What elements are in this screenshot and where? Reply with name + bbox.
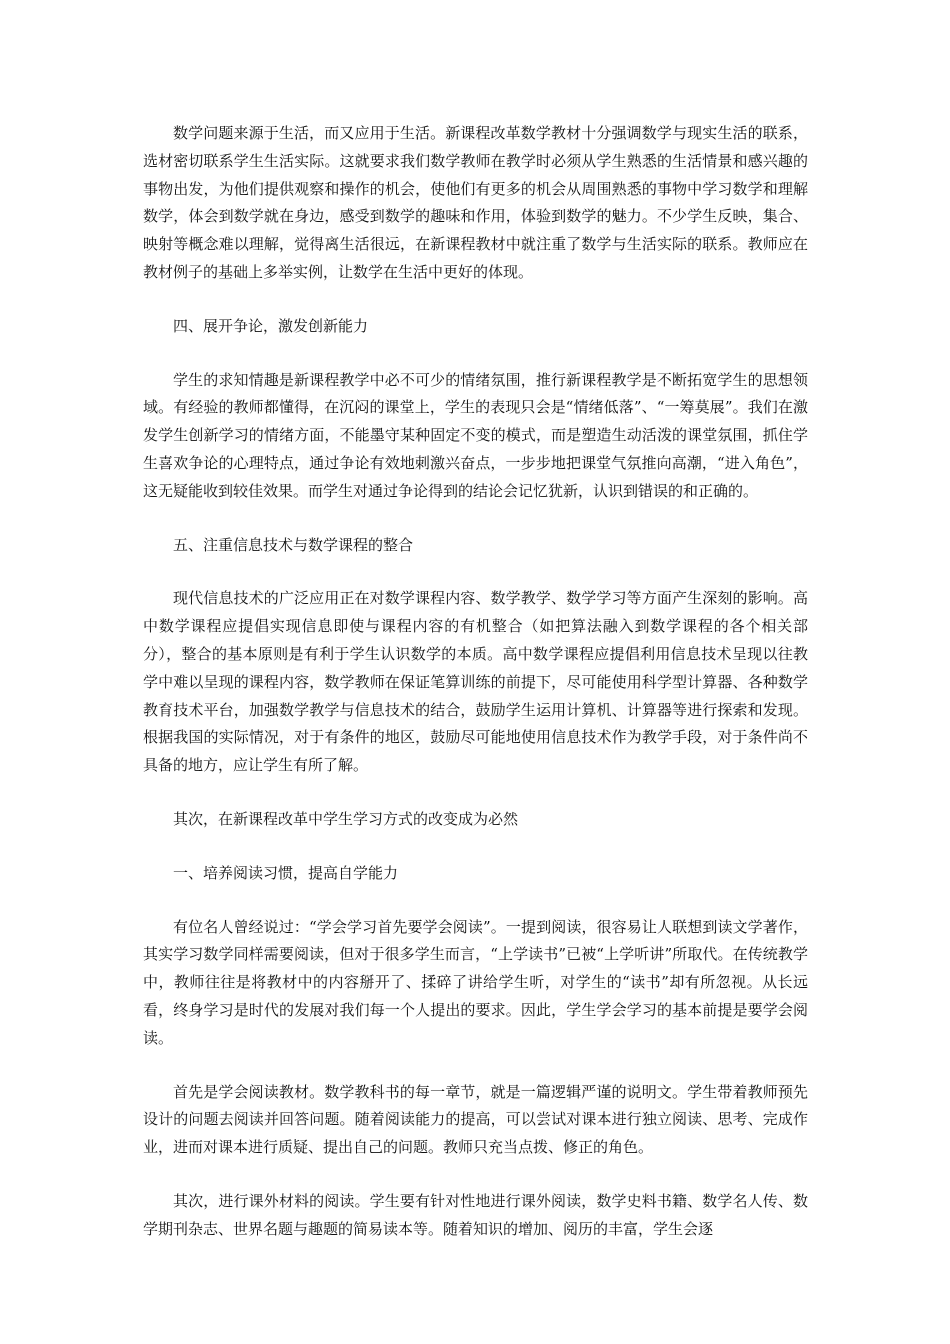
paragraph-extracurricular: 其次，进行课外材料的阅读。学生要有针对性地进行课外阅读，数学史料书籍、数学名人传、数学期刊杂志、世界名题与趣题的简易读本等。随着知识的增加、阅历的丰富，学生会逐 (143, 1191, 808, 1238)
heading-learning-change: 其次，在新课程改革中学生学习方式的改变成为必然 (173, 809, 519, 828)
paragraph-read-textbook: 首先是学会阅读教材。数学教科书的每一章节，就是一篇逻辑严谨的说明文。学生带着教师预先设计的问题去阅读并回答问题。随着阅读能力的提高，可以尝试对课本进行独立阅读、思考、完成作业，进而对课本进行质疑、提出自己的问题。教师只充当点拨、修正的角色。 (143, 1082, 808, 1157)
document-page (143, 120, 808, 1244)
paragraph-gap (143, 506, 808, 532)
paragraph-gap (143, 780, 808, 806)
heading-debate: 四、展开争论，激发创新能力 (173, 316, 369, 335)
paragraph-it-integration: 现代信息技术的广泛应用正在对数学课程内容、数学教学、数学学习等方面产生深刻的影响。高中数学课程应提倡实现信息即使与课程内容的有机整合（如把算法融入到数学课程的各个相关部分），整合的基本原则是有利于学生认识数学的本质。高中数学课程应提倡利用信息技术呈现以往教学中难以呈现的课程内容，数学教师在保证笔算训练的前提下，尽可能使用科学型计算器、各种数学教育技术平台，加强数学教学与信息技术的结合，鼓励学生运用计算机、计算器等进行探索和发现。根据我国的实际情况，对于有条件的地区，鼓励尽可能地使用信息技术作为教学手段，对于条件尚不具备的地方，应让学生有所了解。 (143, 589, 808, 775)
paragraph-gap (143, 559, 808, 585)
paragraph-reading: 有位名人曾经说过：“学会学习首先要学会阅读”。一提到阅读，很容易让人联想到读文学著作，其实学习数学同样需要阅读，但对于很多学生而言，“上学读书”已被“上学听讲”所取代。在传统教学中，教师往往是将教材中的内容掰开了、揉碎了讲给学生听，对学生的“读书”却有所忽视。从长远看，终身学习是时代的发展对我们每一个人提出的要求。因此，学生学会学习的基本前提是要学会阅读。 (143, 917, 808, 1047)
paragraph-gap (143, 834, 808, 860)
paragraph-gap (143, 287, 808, 313)
paragraph-gap (143, 1162, 808, 1188)
paragraph-gap (143, 1053, 808, 1079)
heading-it-integration: 五、注重信息技术与数学课程的整合 (173, 535, 414, 554)
paragraph-gap (143, 341, 808, 367)
heading-reading-habits: 一、培养阅读习惯，提高自学能力 (173, 863, 399, 882)
paragraph-debate: 学生的求知情趣是新课程教学中必不可少的情绪氛围，推行新课程教学是不断拓宽学生的思想领域。有经验的教师都懂得，在沉闷的课堂上，学生的表现只会是“情绪低落”、“一筹莫展”。我们在激发学生创新学习的情绪方面，不能墨守某种固定不变的模式，而是塑造生动活泼的课堂氛围，抓住学生喜欢争论的心理特点，通过争论有效地刺激兴奋点，一步步地把课堂气氛推向高潮，“进入角色”，这无疑能收到较佳效果。而学生对通过争论得到的结论会记忆犹新，认识到错误的和正确的。 (143, 370, 808, 500)
paragraph-math-from-life: 数学问题来源于生活，而又应用于生活。新课程改革数学教材十分强调数学与现实生活的联系，选材密切联系学生生活实际。这就要求我们数学教师在教学时必须从学生熟悉的生活情景和感兴趣的事物出发，为他们提供观察和操作的机会，使他们有更多的机会从周围熟悉的事物中学习数学和理解数学，体会到数学就在身边，感受到数学的趣味和作用，体验到数学的魅力。不少学生反映，集合、映射等概念难以理解，觉得离生活很远，在新课程教材中就注重了数学与生活实际的联系。教师应在教材例子的基础上多举实例，让数学在生活中更好的体现。 (143, 124, 808, 281)
paragraph-gap (143, 888, 808, 914)
